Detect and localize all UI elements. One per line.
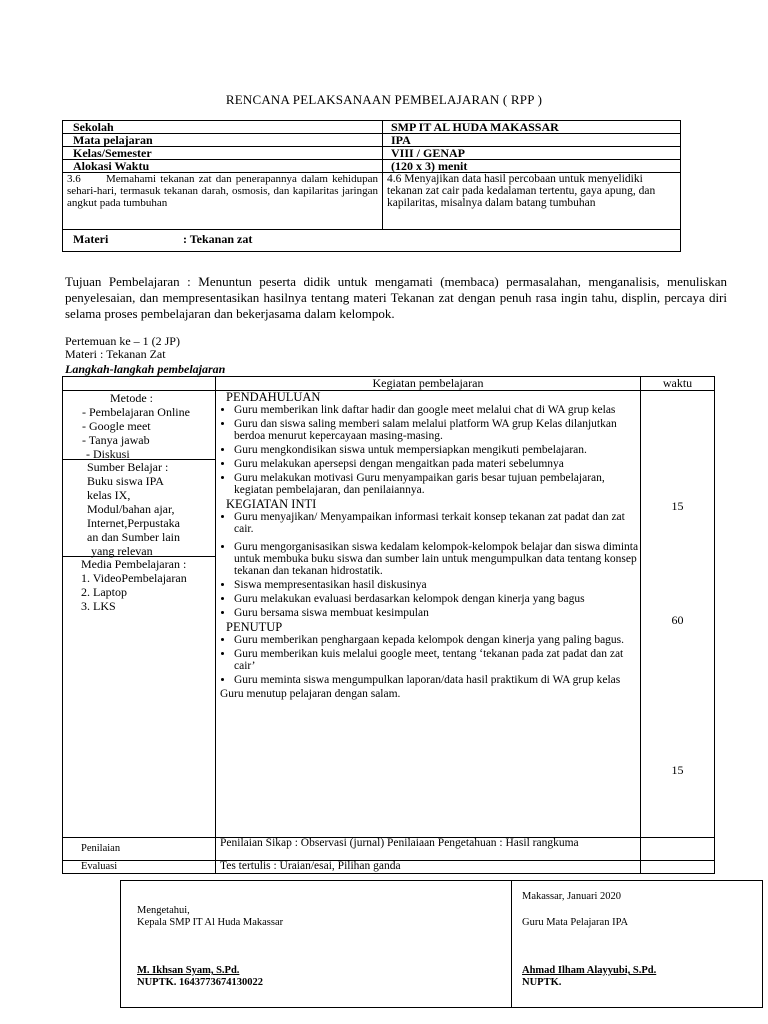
- metode-title: Metode :: [110, 391, 153, 405]
- header-kegiatan: Kegiatan pembelajaran: [216, 377, 641, 391]
- signature-right-line2: Guru Mata Pelajaran IPA: [522, 917, 629, 928]
- materi-text: Materi : Tekanan Zat: [65, 347, 166, 361]
- list-item: • Guru mengkondisikan siswa untuk mempersiapkan mengikuti pembelajaran.: [234, 444, 640, 456]
- identity-row: [63, 121, 681, 134]
- materi-label: Materi: [73, 232, 109, 246]
- waktu-cell: [641, 391, 715, 838]
- media-title: Media Pembelajaran :: [81, 557, 187, 571]
- kd-4-6: 4.6 Menyajikan data hasil percobaan untuk menyelidiki tekanan zat cair pada kedalaman tertentu, gaya apung, dan kapilaritas, misalnya dalam batang tumbuhan: [383, 173, 681, 230]
- list-item: • Guru dan siswa saling memberi salam melalui platform WA grup Kelas dilanjutkan berdoa menurut kepercayaan masing-masing.: [234, 418, 640, 442]
- list-item: • Guru menyajikan/ Menyampaikan informasi terkait konsep tekanan zat padat dan zat cair.: [234, 511, 640, 535]
- kd-row: [63, 173, 681, 230]
- list-item: • Guru memberikan link daftar hadir dan google meet melalui chat di WA grup kelas: [234, 404, 640, 416]
- sumber-item: yang relevan: [91, 544, 153, 558]
- identity-value: IPA: [383, 134, 681, 147]
- activities-header-row: [63, 377, 715, 391]
- principal-nuptk: NUPTK. 1643773674130022: [137, 977, 263, 988]
- penilaian-label: Penilaian: [63, 838, 216, 861]
- list-item: • Guru melakukan motivasi Guru menyampaikan garis besar tujuan pembelajaran, kegiatan pembelajaran, dan penilaiannya.: [234, 472, 640, 496]
- evaluasi-value: Tes tertulis : Uraian/esai, Pilihan ganda: [216, 861, 641, 874]
- list-item: • Guru memberikan kuis melalui google meet, tentang ‘tekanan pada zat padat dan zat cair’: [234, 648, 640, 672]
- kegiatan-cell: [216, 391, 641, 838]
- header-empty: [63, 377, 216, 391]
- identity-row: [63, 147, 681, 160]
- media-item: 2. Laptop: [81, 585, 127, 599]
- signature-place-date: Makassar, Januari 2020: [522, 891, 622, 902]
- list-item: • Guru bersama siswa membuat kesimpulan: [234, 607, 640, 619]
- sumber-title: Sumber Belajar :: [87, 460, 169, 474]
- list-item: • Siswa mempresentasikan hasil diskusinya: [234, 579, 640, 591]
- materi-cell: [63, 230, 681, 252]
- list-item: • Guru melakukan apersepsi dengan mengaitkan pada materi sebelumnya: [234, 458, 640, 470]
- metode-item: - Google meet: [82, 419, 151, 433]
- identity-label: Alokasi Waktu: [63, 160, 383, 173]
- document-title: RENCANA PELAKSANAAN PEMBELAJARAN ( RPP ): [225, 92, 543, 107]
- meeting-info: [65, 335, 180, 361]
- metode-item: - Tanya jawab: [82, 433, 150, 447]
- identity-row: [63, 134, 681, 147]
- inti-list: [216, 511, 640, 619]
- list-item: • Guru mengorganisasikan siswa kedalam kelompok-kelompok belajar dan siswa diminta untuk membuka buku siswa dan sumber lain untuk mengumpulkan data tentang konsep tekanan dan tekanan hidrostatik.: [234, 541, 640, 577]
- resources-cell: [63, 391, 216, 838]
- sumber-item: Buku siswa IPA: [87, 474, 164, 488]
- penilaian-empty: [641, 838, 715, 861]
- pendahuluan-list: [216, 404, 640, 496]
- kd-3-6: 3.6 Memahami tekanan zat dan penerapannya dalam kehidupan sehari-hari, termasuk tekanan darah, osmosis, dan kapilaritas jaringan angkut pada tumbuhan: [63, 173, 383, 230]
- sumber-item: kelas IX,: [87, 488, 131, 502]
- principal-name: M. Ikhsan Syam, S.Pd.: [137, 965, 240, 976]
- header-waktu: waktu: [641, 377, 715, 391]
- list-item: • Guru meminta siswa mengumpulkan laporan/data hasil praktikum di WA grup kelas: [234, 674, 640, 686]
- evaluasi-label: Evaluasi: [63, 861, 216, 874]
- identity-table: [62, 120, 681, 252]
- penilaian-row: [63, 838, 715, 861]
- media-block: [63, 557, 215, 613]
- waktu-penutup: 15: [671, 763, 684, 777]
- penutup-last: Guru menutup pelajaran dengan salam.: [220, 688, 401, 700]
- sumber-item: Internet,Perpustaka: [87, 516, 180, 530]
- list-item: • Guru melakukan evaluasi berdasarkan kelompok dengan kinerja yang bagus: [234, 593, 640, 605]
- teacher-nuptk: NUPTK.: [522, 977, 562, 988]
- identity-label: Mata pelajaran: [63, 134, 383, 147]
- sumber-item: an dan Sumber lain: [87, 530, 180, 544]
- media-item: 3. LKS: [81, 599, 116, 613]
- waktu-inti: 60: [671, 613, 684, 627]
- metode-block: [63, 391, 215, 460]
- pendahuluan-title: PENDAHULUAN: [226, 390, 321, 404]
- activities-table: [62, 376, 715, 874]
- identity-label: Sekolah: [63, 121, 383, 134]
- penutup-title: PENUTUP: [226, 620, 283, 634]
- inti-title: KEGIATAN INTI: [226, 497, 317, 511]
- signature-left-line1: Mengetahui,: [137, 905, 190, 916]
- identity-value: (120 x 3) menit: [383, 160, 681, 173]
- identity-label: Kelas/Semester: [63, 147, 383, 160]
- signature-divider: [511, 881, 512, 1007]
- signature-box: [120, 880, 763, 1008]
- signature-left-line2: Kepala SMP IT Al Huda Makassar: [137, 917, 284, 928]
- evaluasi-empty: [641, 861, 715, 874]
- activities-body-row: [63, 391, 715, 838]
- waktu-pendahuluan: 15: [671, 499, 684, 513]
- materi-row: [63, 230, 681, 252]
- evaluasi-row: [63, 861, 715, 874]
- teacher-name: Ahmad Ilham Alayyubi, S.Pd.: [522, 965, 657, 976]
- list-item: • Guru memberikan penghargaan kepada kelompok dengan kinerja yang paling bagus.: [234, 634, 640, 646]
- identity-value: SMP IT AL HUDA MAKASSAR: [383, 121, 681, 134]
- metode-item: - Pembelajaran Online: [82, 405, 190, 419]
- tujuan-pembelajaran: Tujuan Pembelajaran : Menuntun peserta didik untuk mengamati (membaca) permasalahan, menganalisis, menuliskan penyelesaian, dan mempresentasikan hasilnya tentang materi Tekanan zat dengan penuh rasa ingin tahu, displin, percaya diri selama proses pembelajaran dan bekerjasama dalam kelompok.: [65, 274, 727, 321]
- sumber-item: Modul/bahan ajar,: [87, 502, 175, 516]
- media-item: 1. VideoPembelajaran: [81, 571, 187, 585]
- identity-value: VIII / GENAP: [383, 147, 681, 160]
- pertemuan-text: Pertemuan ke – 1 (2 JP): [65, 334, 180, 348]
- penilaian-value: Penilaian Sikap : Observasi (jurnal) Penilaiaan Pengetahuan : Hasil rangkuma: [216, 838, 641, 861]
- identity-row: [63, 160, 681, 173]
- penutup-list: [216, 634, 640, 686]
- langkah-heading: Langkah-langkah pembelajaran: [65, 362, 226, 376]
- materi-value: : Tekanan zat: [183, 232, 253, 246]
- sumber-block: [63, 460, 215, 557]
- metode-item: - Diskusi: [86, 447, 130, 461]
